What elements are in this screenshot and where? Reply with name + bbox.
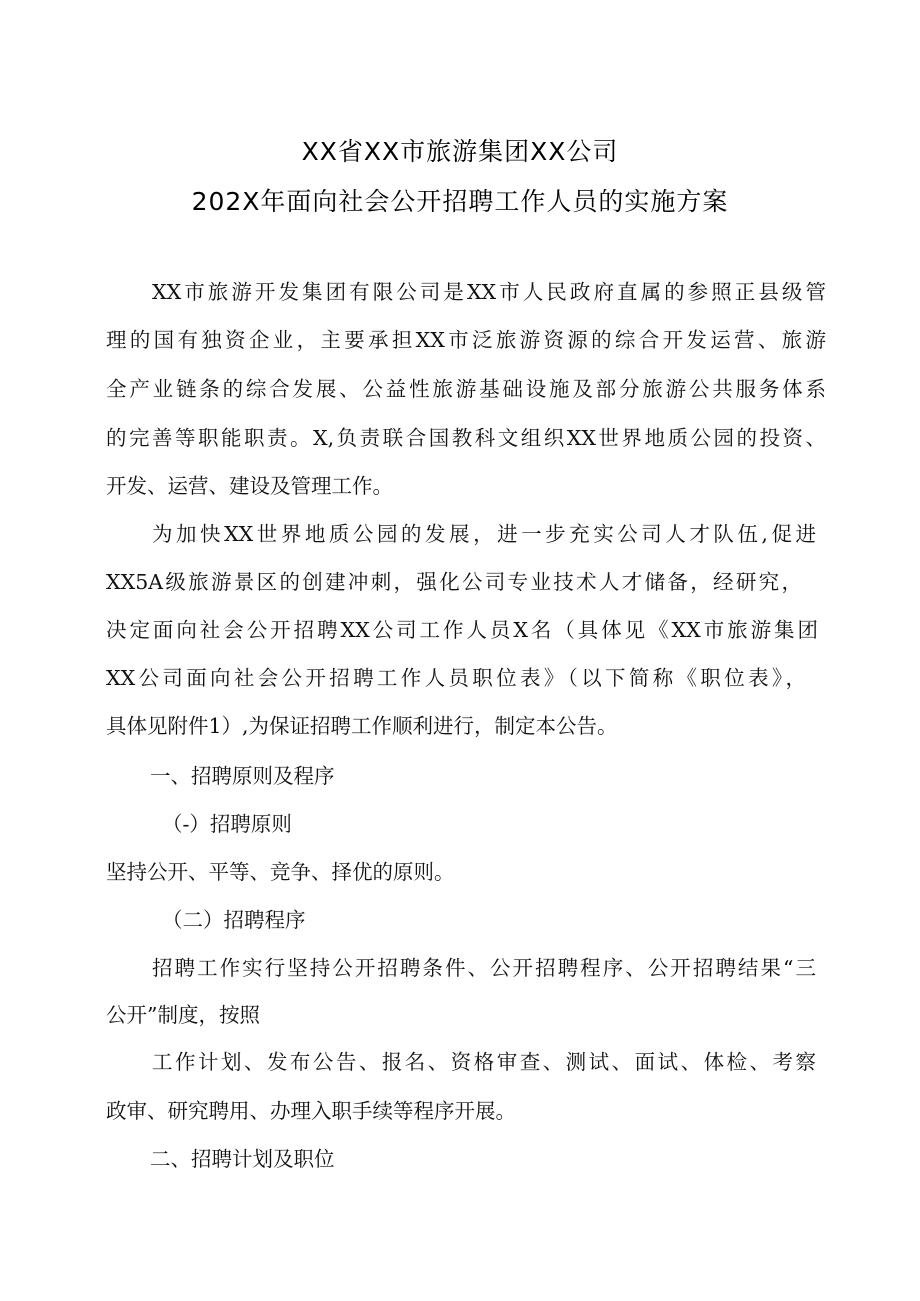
paragraph-1-line-5: 开发、运营、建设及管理工作。	[106, 474, 393, 498]
paragraph-3-line-2: 公开”制度，按照	[106, 1003, 260, 1027]
paragraph-1-line-2: 理的国有独资企业，主要承担XX市泛旅游资源的综合开发运营、旅游	[106, 328, 826, 352]
paragraph-1-line-3: 全产业链条的综合发展、公益性旅游基础设施及部分旅游公共服务体系	[106, 377, 826, 401]
subsection-1-heading: （-）招聘原则	[162, 812, 292, 836]
document-title-line-2: 202X年面向社会公开招聘工作人员的实施方案	[191, 187, 729, 216]
section-1-heading: 一、招聘原则及程序	[150, 764, 335, 788]
subsection-2-heading: （二）招聘程序	[162, 908, 306, 932]
section-2-heading: 二、招聘计划及职位	[150, 1147, 335, 1171]
paragraph-1-line-1: XX市旅游开发集团有限公司是XX市人民政府直属的参照正县级管	[152, 280, 826, 304]
document-title-line-1: XX省XX市旅游集团XX公司	[301, 137, 619, 166]
paragraph-2-line-4: XX公司面向社会公开招聘工作人员职位表》（以下简称《职位表》，	[106, 666, 806, 690]
paragraph-4-line-1: 工作计划、发布公告、报名、资格审查、测试、面试、体检、考察	[152, 1050, 816, 1074]
paragraph-2-line-1: 为加快XX世界地质公园的发展，进一步充实公司人才队伍,促进	[152, 522, 816, 546]
paragraph-2-line-5: 具体见附件1）,为保证招聘工作顺利进行，制定本公告。	[106, 714, 618, 738]
paragraph-3-line-1: 招聘工作实行坚持公开招聘条件、公开招聘程序、公开招聘结果“三	[152, 956, 816, 980]
paragraph-2-line-3: 决定面向社会公开招聘XX公司工作人员X名（具体见《XX市旅游集团	[106, 618, 818, 642]
paragraph-2-line-2: XX5A级旅游景区的创建冲刺，强化公司专业技术人才储备，经研究，	[106, 570, 802, 594]
paragraph-1-line-4: 的完善等职能职责。X,负责联合国教科文组织XX世界地质公园的投资、	[106, 426, 826, 450]
paragraph-4-line-2: 政审、研究聘用、办理入职手续等程序开展。	[106, 1099, 516, 1123]
subsection-1-text: 坚持公开、平等、竞争、择优的原则。	[106, 860, 455, 884]
